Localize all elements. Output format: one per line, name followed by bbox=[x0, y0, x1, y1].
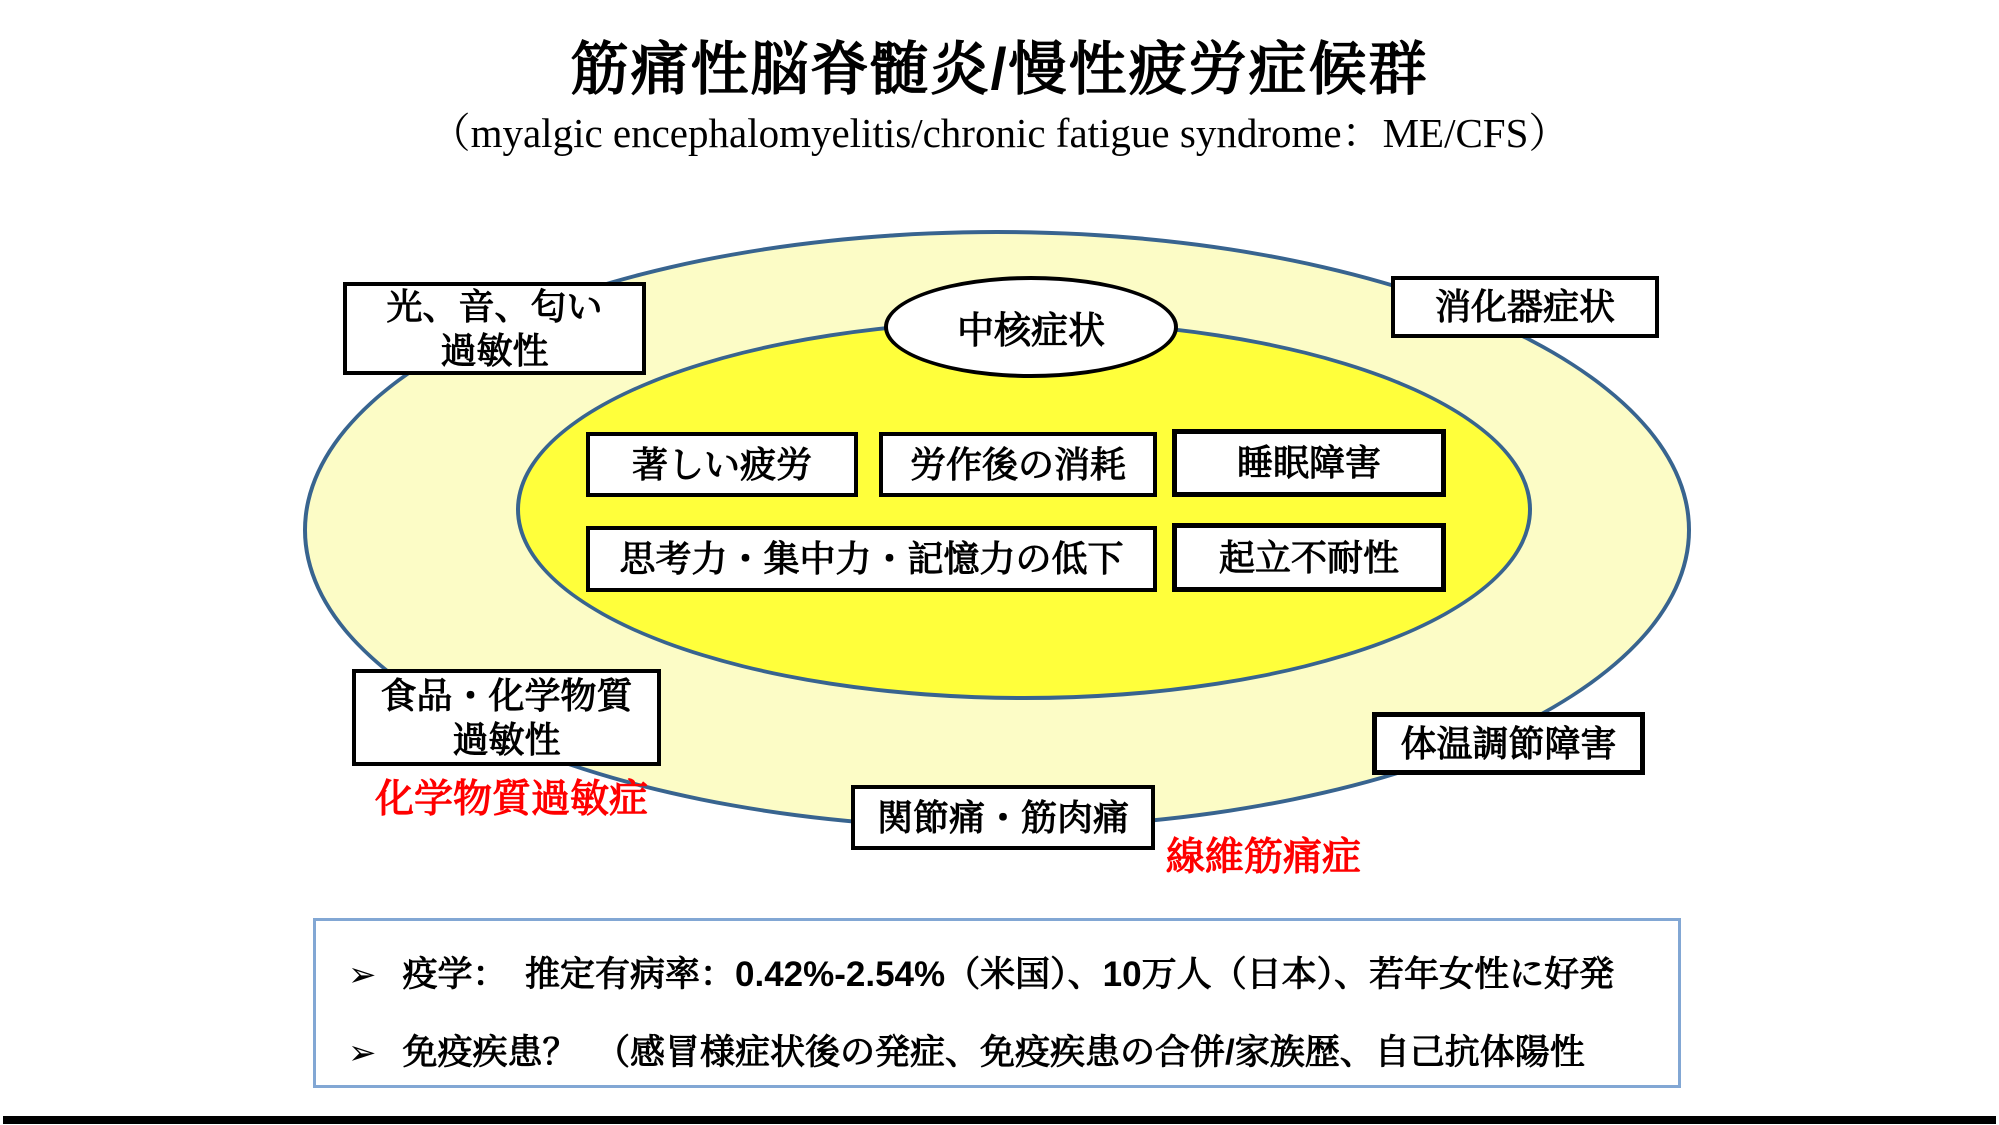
red-label-fibromyalgia: 線維筋痛症 bbox=[1166, 836, 1362, 879]
box-digestive-symptoms bbox=[1391, 276, 1659, 338]
notes-box bbox=[313, 918, 1681, 1088]
bullet-arrow-icon: ➢ bbox=[348, 956, 377, 994]
note-line-immune bbox=[348, 1025, 1585, 1075]
box-joint-muscle-pain bbox=[851, 785, 1155, 850]
box-food-chemical-line1: 食品・化学物質 bbox=[380, 674, 633, 716]
bullet-arrow-icon: ➢ bbox=[348, 1034, 377, 1072]
box-food-chemical-sensitivity bbox=[352, 669, 661, 766]
box-thermoregulation-label: 体温調節障害 bbox=[1400, 722, 1617, 764]
box-post-exertional-malaise bbox=[879, 432, 1157, 497]
note-immune-text: 免疫疾患？ （感冒様症状後の発症、免疫疾患の合併/家族歴、自己抗体陽性 bbox=[402, 1033, 1585, 1072]
box-orthostatic-intolerance-label: 起立不耐性 bbox=[1218, 536, 1399, 578]
box-digestive-symptoms-label: 消化器症状 bbox=[1434, 286, 1615, 328]
box-marked-fatigue bbox=[586, 432, 858, 497]
box-post-exertional-malaise-label: 労作後の消耗 bbox=[909, 443, 1126, 485]
note-line-epidemiology bbox=[348, 947, 1614, 997]
box-joint-muscle-pain-label: 関節痛・筋肉痛 bbox=[876, 796, 1129, 838]
box-thermoregulation-disorder bbox=[1372, 712, 1645, 775]
box-food-chemical-line2: 過敏性 bbox=[452, 718, 561, 760]
box-sleep-disturbance-label: 睡眠障害 bbox=[1236, 442, 1381, 484]
box-light-sound-smell-sensitivity bbox=[343, 282, 646, 375]
box-marked-fatigue-label: 著しい疲労 bbox=[631, 443, 812, 485]
bottom-divider-bar bbox=[3, 1116, 1996, 1124]
box-light-sound-smell-line1: 光、音、匂い bbox=[386, 285, 603, 327]
note-epidemiology-text: 疫学： 推定有病率：0.42%-2.54%（米国）、10万人（日本）、若年女性に好発 bbox=[402, 955, 1615, 994]
core-symptoms-label: 中核症状 bbox=[957, 310, 1105, 351]
core-symptoms-label-ellipse bbox=[884, 276, 1178, 378]
box-cognitive-impairment-label: 思考力・集中力・記憶力の低下 bbox=[619, 538, 1124, 580]
box-light-sound-smell-line2: 過敏性 bbox=[440, 329, 549, 371]
box-orthostatic-intolerance bbox=[1172, 523, 1446, 592]
box-sleep-disturbance bbox=[1172, 429, 1446, 497]
box-cognitive-impairment bbox=[586, 526, 1157, 592]
red-label-chemical-sensitivity: 化学物質過敏症 bbox=[375, 778, 649, 821]
page-subtitle: （myalgic encephalomyelitis/chronic fatigue syndrome：ME/CFS） bbox=[429, 110, 1570, 156]
page-title: 筋痛性脳脊髄炎/慢性疲労症候群 bbox=[570, 37, 1429, 102]
